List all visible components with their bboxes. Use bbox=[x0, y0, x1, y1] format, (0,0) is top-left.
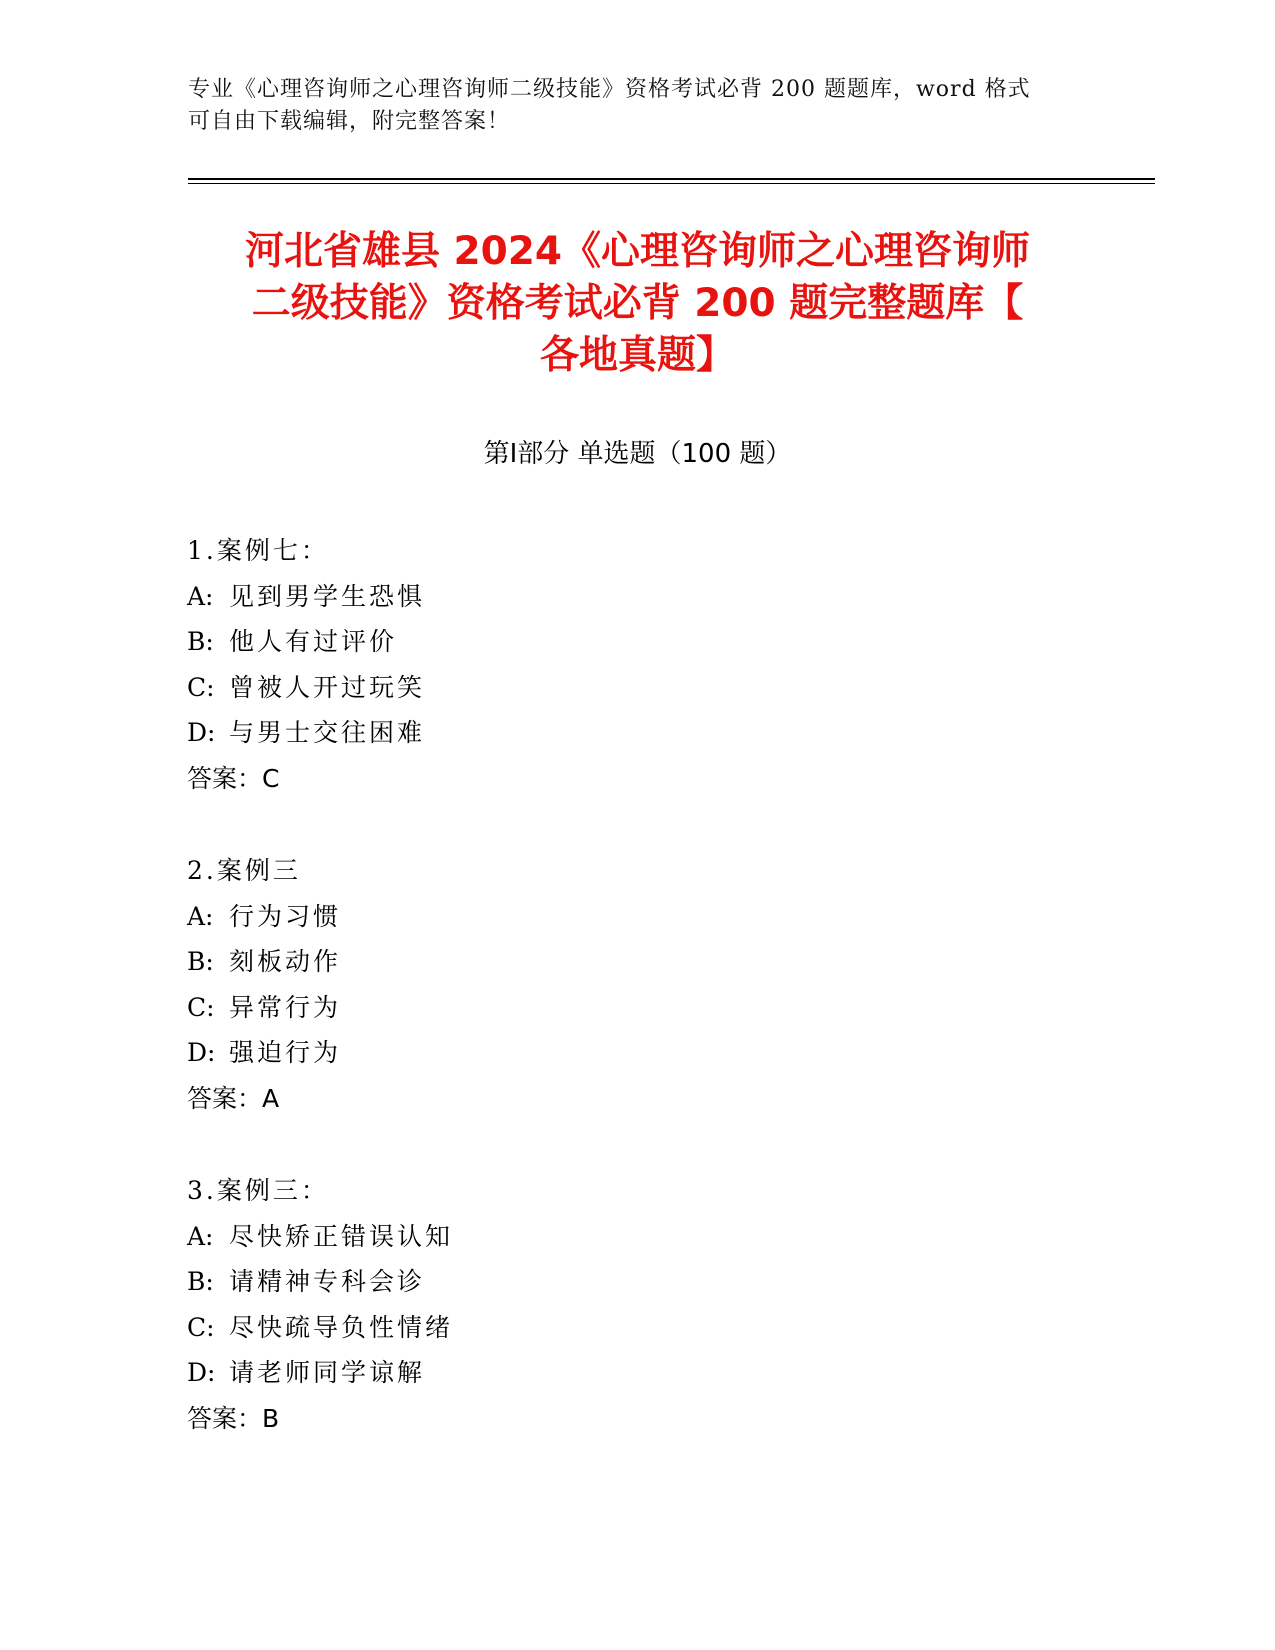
option-letter: C: bbox=[187, 672, 215, 702]
question-stem: 2.案例三 bbox=[187, 856, 301, 885]
header-note-line-2: 可自由下载编辑，附完整答案！ bbox=[188, 109, 511, 134]
option-text: 请老师同学谅解 bbox=[229, 1358, 426, 1387]
header-note bbox=[188, 74, 1068, 138]
answer-line: 答案：B bbox=[187, 1403, 280, 1433]
question-stem: 3.案例三： bbox=[187, 1176, 329, 1205]
option-letter: C: bbox=[187, 1312, 215, 1342]
option-c bbox=[187, 665, 1087, 711]
option-letter: A: bbox=[187, 901, 214, 931]
option-letter: D: bbox=[187, 1038, 216, 1067]
option-letter: B: bbox=[187, 627, 214, 656]
option-letter: A: bbox=[187, 581, 214, 611]
option-b bbox=[187, 619, 1087, 665]
option-d bbox=[187, 710, 1087, 756]
document-title-line-3: 各地真题】 bbox=[539, 333, 735, 378]
option-text: 与男士交往困难 bbox=[229, 718, 426, 747]
option-text: 曾被人开过玩笑 bbox=[229, 672, 426, 702]
document-title bbox=[170, 226, 1105, 382]
option-d bbox=[187, 1350, 1087, 1396]
question-3 bbox=[187, 1168, 1087, 1441]
document-title-line-2: 二级技能》资格考试必背 200 题完整题库【 bbox=[251, 281, 1024, 326]
option-a bbox=[187, 574, 1087, 620]
header-note-line-1: 专业《心理咨询师之心理咨询师二级技能》资格考试必背 200 题题库，word 格式 bbox=[188, 77, 1031, 102]
option-d bbox=[187, 1030, 1087, 1076]
header-divider-thin bbox=[188, 183, 1155, 184]
answer-line: 答案：C bbox=[187, 763, 280, 793]
option-a bbox=[187, 894, 1087, 940]
option-a bbox=[187, 1214, 1087, 1260]
option-letter: A: bbox=[187, 1221, 214, 1251]
question-list bbox=[187, 528, 1087, 1488]
answer-line: 答案：A bbox=[187, 1083, 280, 1113]
option-c bbox=[187, 985, 1087, 1031]
option-text: 尽快矫正错误认知 bbox=[229, 1221, 454, 1251]
option-text: 见到男学生恐惧 bbox=[229, 581, 426, 611]
option-text: 他人有过评价 bbox=[229, 627, 398, 656]
option-c bbox=[187, 1305, 1087, 1351]
option-letter: D: bbox=[187, 718, 216, 747]
option-b bbox=[187, 1259, 1087, 1305]
option-letter: D: bbox=[187, 1358, 216, 1387]
option-text: 强迫行为 bbox=[229, 1038, 342, 1067]
option-letter: B: bbox=[187, 1267, 214, 1296]
question-stem: 1.案例七： bbox=[187, 536, 329, 565]
option-text: 请精神专科会诊 bbox=[229, 1267, 426, 1296]
section-heading: 第Ⅰ部分 单选题（100 题） bbox=[483, 439, 792, 469]
question-2 bbox=[187, 848, 1087, 1121]
option-text: 行为习惯 bbox=[229, 901, 342, 931]
option-b bbox=[187, 939, 1087, 985]
question-1 bbox=[187, 528, 1087, 801]
option-letter: B: bbox=[187, 947, 214, 976]
option-text: 异常行为 bbox=[229, 992, 342, 1022]
option-text: 尽快疏导负性情绪 bbox=[229, 1312, 454, 1342]
option-letter: C: bbox=[187, 992, 215, 1022]
option-text: 刻板动作 bbox=[229, 947, 342, 976]
document-title-line-1: 河北省雄县 2024《心理咨询师之心理咨询师 bbox=[244, 229, 1031, 274]
header-divider-thick bbox=[188, 178, 1155, 180]
